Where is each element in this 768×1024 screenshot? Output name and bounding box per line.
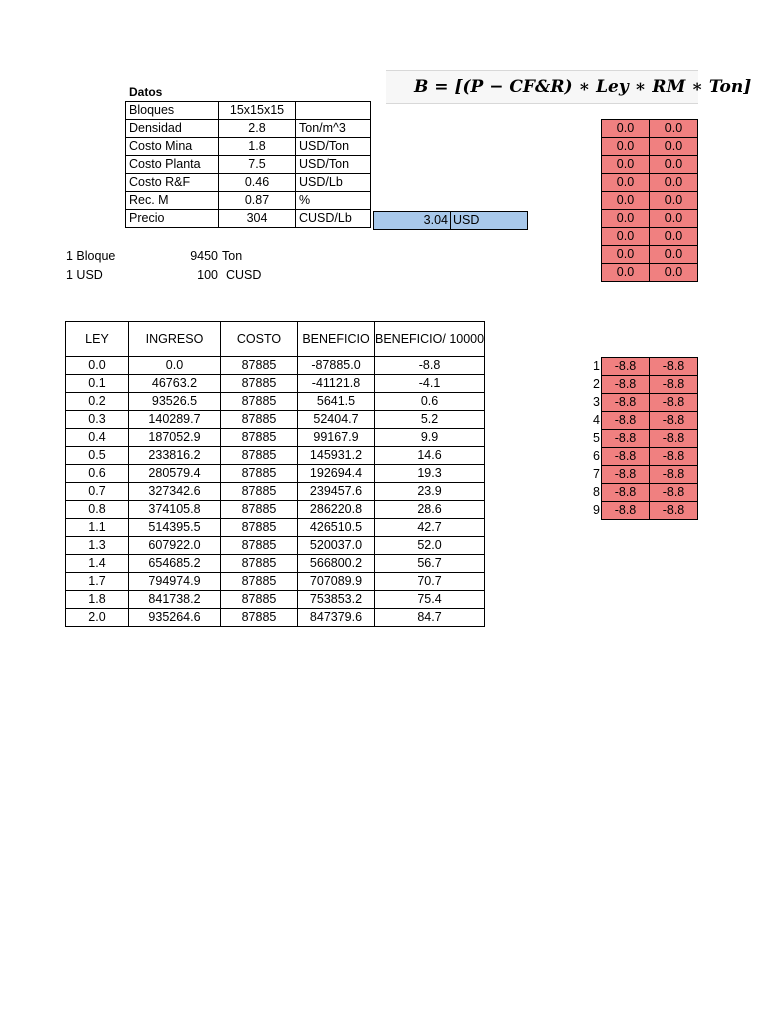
ley-table-cell[interactable]: 0.0 <box>129 357 221 375</box>
ley-table-cell[interactable]: 87885 <box>221 411 298 429</box>
red-grid-cell[interactable]: 0.0 <box>650 210 698 228</box>
datos-unit[interactable] <box>296 102 371 120</box>
red-grid-cell[interactable]: 0.0 <box>650 264 698 282</box>
red-grid-cell[interactable]: 0.0 <box>602 246 650 264</box>
ley-table-cell[interactable]: 9.9 <box>375 429 485 447</box>
red-grid-cell[interactable]: -8.8 <box>650 466 698 484</box>
ley-table-cell[interactable]: 87885 <box>221 555 298 573</box>
ley-table-cell[interactable]: 192694.4 <box>298 465 375 483</box>
ley-table-cell[interactable]: 707089.9 <box>298 573 375 591</box>
datos-value[interactable]: 0.87 <box>219 192 296 210</box>
table-row <box>66 465 485 483</box>
datos-label[interactable]: Costo Mina <box>126 138 219 156</box>
red-grid-bottom <box>601 357 698 520</box>
red-grid-row <box>602 138 698 156</box>
ley-table-cell[interactable]: 87885 <box>221 501 298 519</box>
datos-value[interactable]: 2.8 <box>219 120 296 138</box>
ley-table-cell[interactable]: 87885 <box>221 357 298 375</box>
red-grid-cell[interactable]: 0.0 <box>650 228 698 246</box>
ley-table-cell[interactable]: 87885 <box>221 573 298 591</box>
row-number: 2 <box>593 377 600 391</box>
datos-unit[interactable]: USD/Ton <box>296 138 371 156</box>
red-grid-row <box>602 210 698 228</box>
ley-table-cell[interactable]: 5641.5 <box>298 393 375 411</box>
ley-table-cell[interactable]: 87885 <box>221 609 298 627</box>
ley-table-cell[interactable]: 0.0 <box>66 357 129 375</box>
ley-table-cell[interactable]: 19.3 <box>375 465 485 483</box>
ley-table-cell[interactable]: 1.3 <box>66 537 129 555</box>
ley-table-header[interactable]: BENEFICIO/ 10000 <box>375 322 485 357</box>
ley-table-cell[interactable]: 2.0 <box>66 609 129 627</box>
ley-table-cell[interactable]: 87885 <box>221 537 298 555</box>
red-grid-row <box>602 430 698 448</box>
datos-value[interactable]: 304 <box>219 210 296 228</box>
ley-table-cell[interactable]: 0.6 <box>66 465 129 483</box>
red-grid-cell[interactable]: -8.8 <box>602 394 650 412</box>
ley-table-cell[interactable]: 28.6 <box>375 501 485 519</box>
ley-table-cell[interactable]: 0.7 <box>66 483 129 501</box>
datos-label[interactable]: Precio <box>126 210 219 228</box>
ley-table-cell[interactable]: 233816.2 <box>129 447 221 465</box>
datos-title: Datos <box>129 85 163 99</box>
ley-table-cell[interactable]: 87885 <box>221 393 298 411</box>
red-grid-cell[interactable]: 0.0 <box>602 120 650 138</box>
red-grid-cell[interactable]: -8.8 <box>650 484 698 502</box>
table-row <box>66 447 485 465</box>
datos-label[interactable]: Rec. M <box>126 192 219 210</box>
ley-table-cell[interactable]: 84.7 <box>375 609 485 627</box>
ley-table-cell[interactable]: 52.0 <box>375 537 485 555</box>
ley-table-cell[interactable]: 87885 <box>221 483 298 501</box>
precio-usd-unit: USD <box>453 213 480 227</box>
red-grid-bottom-row-numbers <box>588 357 600 519</box>
red-grid-cell[interactable]: -8.8 <box>602 376 650 394</box>
datos-table <box>125 101 371 228</box>
ley-table-header[interactable]: INGRESO <box>129 322 221 357</box>
datos-label[interactable]: Densidad <box>126 120 219 138</box>
table-row <box>66 375 485 393</box>
red-grid-cell[interactable]: 0.0 <box>602 264 650 282</box>
conversion-bloque-unit: Ton <box>222 249 243 263</box>
ley-table-cell[interactable]: 514395.5 <box>129 519 221 537</box>
ley-table-cell[interactable]: 1.7 <box>66 573 129 591</box>
datos-row <box>126 138 371 156</box>
conversion-usd-value: 100 <box>197 268 218 282</box>
datos-unit[interactable]: % <box>296 192 371 210</box>
ley-table-cell[interactable]: 327342.6 <box>129 483 221 501</box>
precio-usd-cell[interactable] <box>373 211 528 230</box>
ley-table-cell[interactable]: 52404.7 <box>298 411 375 429</box>
row-number: 3 <box>593 395 600 409</box>
ley-table-cell[interactable]: -41121.8 <box>298 375 375 393</box>
red-grid-cell[interactable]: -8.8 <box>602 358 650 376</box>
ley-table-cell[interactable]: 87885 <box>221 429 298 447</box>
ley-table-cell[interactable]: 0.6 <box>375 393 485 411</box>
red-grid-cell[interactable]: -8.8 <box>650 376 698 394</box>
table-row <box>66 573 485 591</box>
row-number: 9 <box>593 503 600 517</box>
table-row <box>66 411 485 429</box>
ley-table-cell[interactable]: 145931.2 <box>298 447 375 465</box>
red-grid-row <box>602 192 698 210</box>
red-grid-row <box>602 358 698 376</box>
red-grid-cell[interactable]: -8.8 <box>602 430 650 448</box>
datos-unit[interactable]: Ton/m^3 <box>296 120 371 138</box>
ley-table-cell[interactable]: 935264.6 <box>129 609 221 627</box>
ley-table-cell[interactable]: 0.3 <box>66 411 129 429</box>
red-grid-cell[interactable]: -8.8 <box>602 502 650 520</box>
red-grid-row <box>602 120 698 138</box>
datos-row <box>126 192 371 210</box>
red-grid-cell[interactable]: -8.8 <box>650 448 698 466</box>
table-row <box>66 609 485 627</box>
red-grid-cell[interactable]: 0.0 <box>602 174 650 192</box>
conversion-bloque-label: 1 Bloque <box>66 249 116 263</box>
red-grid-cell[interactable]: 0.0 <box>602 192 650 210</box>
red-grid-row <box>602 448 698 466</box>
red-grid-cell[interactable]: -8.8 <box>650 358 698 376</box>
red-grid-row <box>602 228 698 246</box>
datos-value[interactable]: 7.5 <box>219 156 296 174</box>
ley-table-cell[interactable]: 286220.8 <box>298 501 375 519</box>
ley-table-cell[interactable]: 280579.4 <box>129 465 221 483</box>
red-grid-cell[interactable]: 0.0 <box>650 246 698 264</box>
ley-table-cell[interactable]: -4.1 <box>375 375 485 393</box>
datos-label[interactable]: Costo Planta <box>126 156 219 174</box>
datos-unit[interactable]: USD/Lb <box>296 174 371 192</box>
ley-table-cell[interactable]: 566800.2 <box>298 555 375 573</box>
row-number: 8 <box>593 485 600 499</box>
ley-table-cell[interactable]: 0.8 <box>66 501 129 519</box>
red-grid-cell[interactable]: -8.8 <box>602 466 650 484</box>
datos-unit[interactable]: USD/Ton <box>296 156 371 174</box>
red-grid-cell[interactable]: -8.8 <box>602 484 650 502</box>
red-grid-cell[interactable]: -8.8 <box>602 412 650 430</box>
red-grid-cell[interactable]: 0.0 <box>650 192 698 210</box>
ley-table-header-row <box>66 322 485 357</box>
ley-table-cell[interactable]: 87885 <box>221 465 298 483</box>
ley-table-cell[interactable]: 70.7 <box>375 573 485 591</box>
precio-usd-value: 3.04 <box>423 213 448 227</box>
ley-table-cell[interactable]: 0.4 <box>66 429 129 447</box>
red-grid-cell[interactable]: -8.8 <box>650 430 698 448</box>
red-grid-cell[interactable]: 0.0 <box>602 138 650 156</box>
ley-table-cell[interactable]: 520037.0 <box>298 537 375 555</box>
conversion-usd-label: 1 USD <box>66 268 103 282</box>
datos-row <box>126 102 371 120</box>
red-grid-cell[interactable]: -8.8 <box>650 502 698 520</box>
ley-table-cell[interactable]: 46763.2 <box>129 375 221 393</box>
table-row <box>66 591 485 609</box>
ley-table-cell[interactable]: 93526.5 <box>129 393 221 411</box>
ley-table-cell[interactable]: 99167.9 <box>298 429 375 447</box>
red-grid-row <box>602 264 698 282</box>
profit-formula: B = [(P − CF&R) ∗ Ley ∗ RM ∗ Ton] <box>386 70 698 104</box>
table-row <box>66 555 485 573</box>
table-row <box>66 357 485 375</box>
red-grid-row <box>602 246 698 264</box>
row-number: 5 <box>593 431 600 445</box>
red-grid-cell[interactable]: -8.8 <box>650 412 698 430</box>
ley-table-cell[interactable]: 0.5 <box>66 447 129 465</box>
ley-table-cell[interactable]: 42.7 <box>375 519 485 537</box>
ley-table-cell[interactable]: 23.9 <box>375 483 485 501</box>
red-grid-top <box>601 119 698 282</box>
table-row <box>66 483 485 501</box>
datos-value[interactable]: 1.8 <box>219 138 296 156</box>
ley-table-cell[interactable]: -8.8 <box>375 357 485 375</box>
datos-label[interactable]: Bloques <box>126 102 219 120</box>
ley-table-cell[interactable]: 187052.9 <box>129 429 221 447</box>
ley-table-cell[interactable]: 87885 <box>221 591 298 609</box>
ley-table-cell[interactable]: 1.4 <box>66 555 129 573</box>
ley-table-header[interactable]: LEY <box>66 322 129 357</box>
row-number: 7 <box>593 467 600 481</box>
datos-row <box>126 210 371 228</box>
datos-value[interactable]: 0.46 <box>219 174 296 192</box>
ley-table <box>65 321 485 627</box>
ley-table-cell[interactable]: 841738.2 <box>129 591 221 609</box>
conversion-usd-unit: CUSD <box>226 268 262 282</box>
red-grid-cell[interactable]: 0.0 <box>650 156 698 174</box>
ley-table-cell[interactable]: 426510.5 <box>298 519 375 537</box>
red-grid-cell[interactable]: -8.8 <box>602 448 650 466</box>
datos-row <box>126 174 371 192</box>
ley-table-cell[interactable]: 374105.8 <box>129 501 221 519</box>
ley-table-cell[interactable]: 794974.9 <box>129 573 221 591</box>
datos-unit[interactable]: CUSD/Lb <box>296 210 371 228</box>
table-row <box>66 519 485 537</box>
row-number: 6 <box>593 449 600 463</box>
ley-table-cell[interactable]: 140289.7 <box>129 411 221 429</box>
ley-table-cell[interactable]: 14.6 <box>375 447 485 465</box>
ley-table-cell[interactable]: 0.1 <box>66 375 129 393</box>
ley-table-cell[interactable]: 607922.0 <box>129 537 221 555</box>
datos-row <box>126 156 371 174</box>
ley-table-cell[interactable]: 5.2 <box>375 411 485 429</box>
ley-table-cell[interactable]: 0.2 <box>66 393 129 411</box>
red-grid-row <box>602 466 698 484</box>
red-grid-row <box>602 376 698 394</box>
ley-table-cell[interactable]: -87885.0 <box>298 357 375 375</box>
ley-table-cell[interactable]: 753853.2 <box>298 591 375 609</box>
ley-table-header[interactable]: BENEFICIO <box>298 322 375 357</box>
ley-table-cell[interactable]: 239457.6 <box>298 483 375 501</box>
red-grid-cell[interactable]: -8.8 <box>650 394 698 412</box>
ley-table-cell[interactable]: 87885 <box>221 375 298 393</box>
red-grid-cell[interactable]: 0.0 <box>650 138 698 156</box>
table-row <box>66 501 485 519</box>
red-grid-row <box>602 502 698 520</box>
red-grid-row <box>602 484 698 502</box>
ley-table-cell[interactable]: 1.8 <box>66 591 129 609</box>
ley-table-header[interactable]: COSTO <box>221 322 298 357</box>
row-number: 4 <box>593 413 600 427</box>
table-row <box>66 393 485 411</box>
datos-label[interactable]: Costo R&F <box>126 174 219 192</box>
datos-row <box>126 120 371 138</box>
conversion-bloque-value: 9450 <box>190 249 218 263</box>
ley-table-cell[interactable]: 87885 <box>221 447 298 465</box>
red-grid-cell[interactable]: 0.0 <box>650 174 698 192</box>
ley-table-cell[interactable]: 56.7 <box>375 555 485 573</box>
table-row <box>66 429 485 447</box>
red-grid-row <box>602 394 698 412</box>
table-row <box>66 537 485 555</box>
ley-table-cell[interactable]: 847379.6 <box>298 609 375 627</box>
ley-table-cell[interactable]: 87885 <box>221 519 298 537</box>
red-grid-row <box>602 174 698 192</box>
ley-table-cell[interactable]: 75.4 <box>375 591 485 609</box>
red-grid-row <box>602 412 698 430</box>
red-grid-cell[interactable]: 0.0 <box>602 228 650 246</box>
ley-table-cell[interactable]: 1.1 <box>66 519 129 537</box>
row-number: 1 <box>593 359 600 373</box>
red-grid-cell[interactable]: 0.0 <box>602 210 650 228</box>
red-grid-row <box>602 156 698 174</box>
red-grid-cell[interactable]: 0.0 <box>650 120 698 138</box>
ley-table-cell[interactable]: 654685.2 <box>129 555 221 573</box>
datos-value[interactable]: 15x15x15 <box>219 102 296 120</box>
red-grid-cell[interactable]: 0.0 <box>602 156 650 174</box>
